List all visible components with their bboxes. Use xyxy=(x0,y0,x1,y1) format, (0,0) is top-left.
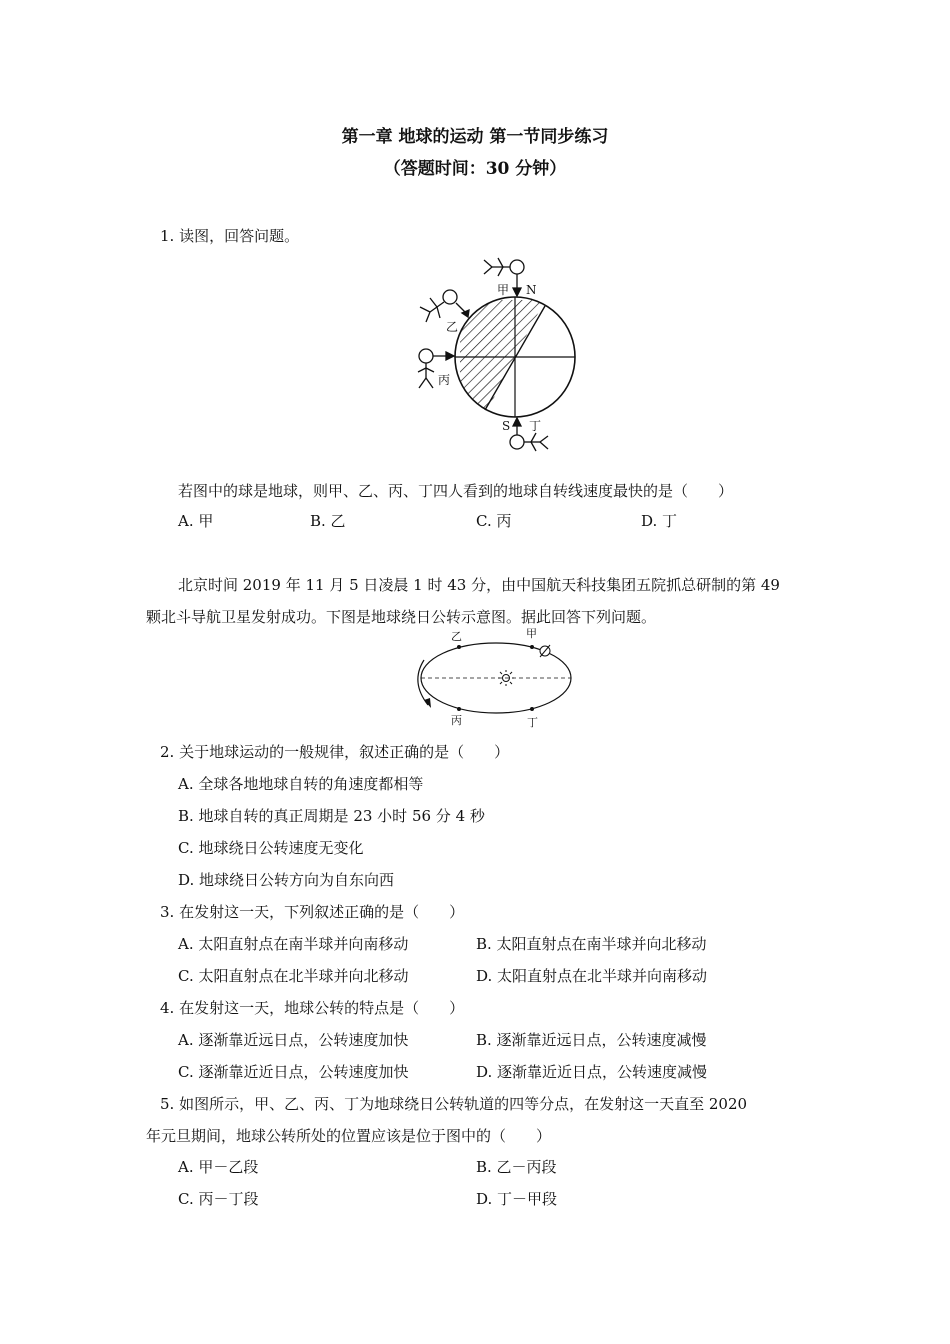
q4-option-c: C. 逐渐靠近近日点，公转速度加快 xyxy=(178,1063,409,1081)
point-ding-marker xyxy=(530,707,534,711)
label-bing: 丙 xyxy=(438,373,451,387)
label-ding: 丁 xyxy=(529,419,542,433)
q2-option-c: C. 地球绕日公转速度无变化 xyxy=(178,839,364,857)
observer-yi-icon xyxy=(420,290,469,322)
orbit-label-ding: 丁 xyxy=(527,716,538,729)
q1-option-d: D. 丁 xyxy=(641,512,678,530)
label-south: S xyxy=(502,419,511,433)
globe xyxy=(455,297,575,417)
observer-jia-icon xyxy=(484,258,524,296)
q4-option-b: B. 逐渐靠近远日点，公转速度减慢 xyxy=(476,1031,707,1049)
q1-option-b: B. 乙 xyxy=(310,512,346,530)
q5-option-a: A. 甲－乙段 xyxy=(178,1158,259,1176)
page-title: 第一章 地球的运动 第一节同步练习 xyxy=(341,127,609,147)
label-yi: 乙 xyxy=(446,320,459,334)
q3-option-c: C. 太阳直射点在北半球并向北移动 xyxy=(178,967,409,985)
q4-option-d: D. 逐渐靠近近日点，公转速度减慢 xyxy=(476,1063,708,1081)
q1-option-a: A. 甲 xyxy=(178,512,214,530)
orbit-label-jia: 甲 xyxy=(526,627,537,640)
point-bing-marker xyxy=(457,707,461,711)
label-north: N xyxy=(526,283,537,297)
terminator-line xyxy=(485,306,545,410)
point-yi-marker xyxy=(457,645,461,649)
earth-on-orbit-icon xyxy=(540,645,550,657)
q3-option-a: A. 太阳直射点在南半球并向南移动 xyxy=(178,935,409,953)
orbit-label-bing: 丙 xyxy=(451,714,462,727)
observer-bing-icon xyxy=(418,349,454,388)
q3-stem: 3. 在发射这一天，下列叙述正确的是（ ） xyxy=(160,903,465,921)
time-note: （答题时间：30 分钟） xyxy=(383,159,567,179)
orbit-ellipse xyxy=(421,643,571,713)
q4-option-a: A. 逐渐靠近远日点，公转速度加快 xyxy=(178,1031,409,1049)
night-hemisphere xyxy=(460,300,545,415)
q5-stem-line-2: 年元旦期间，地球公转所处的位置应该是位于图中的（ ） xyxy=(146,1127,552,1145)
orbit-label-yi: 乙 xyxy=(451,630,462,643)
orbit-direction-arrow xyxy=(418,660,428,705)
q2-option-a: A. 全球各地地球自转的角速度都相等 xyxy=(178,775,424,793)
q3-option-d: D. 太阳直射点在北半球并向南移动 xyxy=(476,967,708,985)
q5-option-b: B. 乙－丙段 xyxy=(476,1158,557,1176)
q3-option-b: B. 太阳直射点在南半球并向北移动 xyxy=(476,935,707,953)
observer-ding-icon xyxy=(510,418,548,451)
q5-stem-line-1: 5. 如图所示，甲、乙、丙、丁为地球绕日公转轨道的四等分点，在发射这一天直至 2020 xyxy=(160,1095,748,1113)
q2-stem: 2. 关于地球运动的一般规律，叙述正确的是（ ） xyxy=(160,743,510,761)
q4-stem: 4. 在发射这一天，地球公转的特点是（ ） xyxy=(160,999,465,1017)
q1-stem: 1. 读图，回答问题。 xyxy=(160,227,300,245)
passage-line-2: 颗北斗导航卫星发射成功。下图是地球绕日公转示意图。据此回答下列问题。 xyxy=(146,608,657,626)
point-jia-marker xyxy=(530,645,534,649)
q1-option-c: C. 丙 xyxy=(476,512,512,530)
q5-option-c: C. 丙－丁段 xyxy=(178,1190,259,1208)
q1-question: 若图中的球是地球，则甲、乙、丙、丁四人看到的地球自转线速度最快的是（ ） xyxy=(178,482,734,500)
q2-option-b: B. 地球自转的真正周期是 23 小时 56 分 4 秒 xyxy=(178,807,485,825)
sun-icon xyxy=(498,670,514,686)
q5-option-d: D. 丁－甲段 xyxy=(476,1190,558,1208)
q2-option-d: D. 地球绕日公转方向为自东向西 xyxy=(178,871,395,889)
passage-line-1: 北京时间 2019 年 11 月 5 日凌晨 1 时 43 分，由中国航天科技集团五院抓总研制的第 49 xyxy=(178,576,780,594)
label-jia: 甲 xyxy=(497,283,510,297)
